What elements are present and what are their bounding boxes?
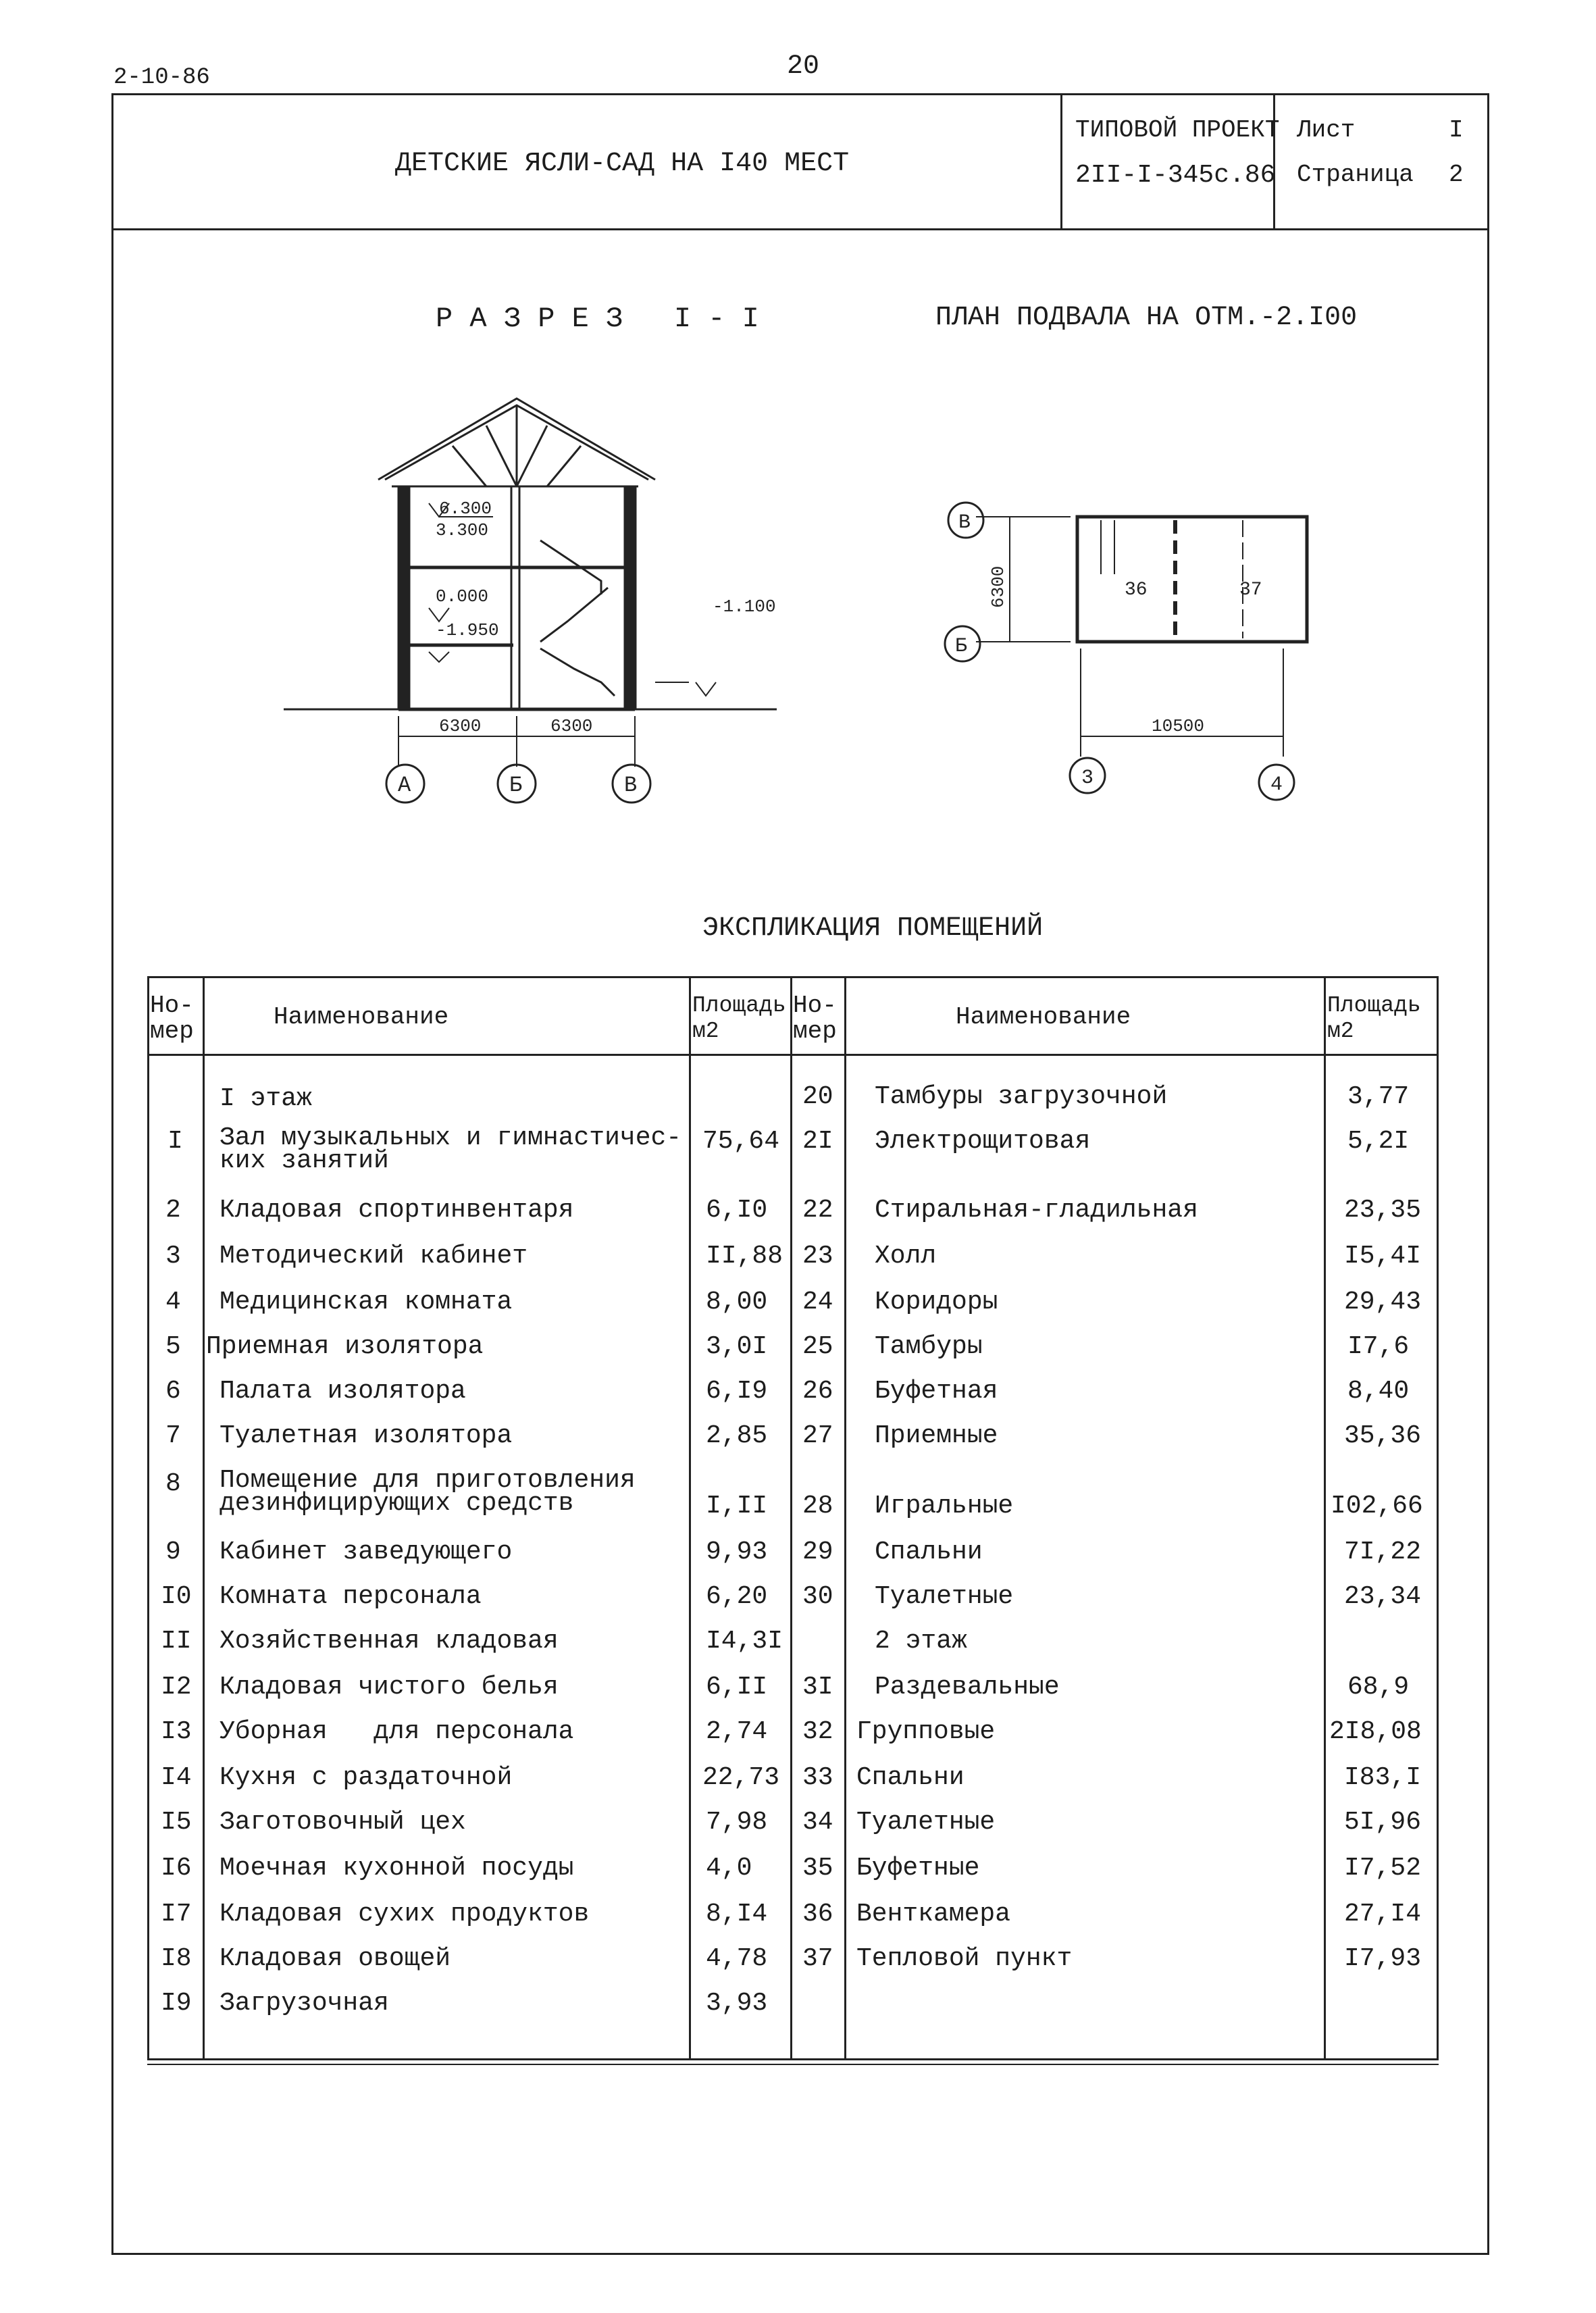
left-row-4-name: Медицинская комната <box>220 1288 513 1317</box>
left-row-18-name: Кладовая овощей <box>220 1944 451 1973</box>
header-num-right: Но- мер <box>793 992 837 1045</box>
left-row-6-num: 6 <box>165 1377 181 1406</box>
left-row-7-num: 7 <box>165 1421 181 1450</box>
right-row-15-area: 5I,96 <box>1344 1808 1422 1837</box>
right-row-13-num: 32 <box>802 1717 833 1746</box>
right-row-9-num: 29 <box>802 1537 833 1567</box>
level-3300: 3.300 <box>436 520 489 540</box>
left-row-19-name: Загрузочная <box>220 1989 389 2018</box>
left-row-15-num: I5 <box>161 1808 192 1837</box>
left-row-11-name: Хозяйственная кладовая <box>220 1627 559 1656</box>
right-row-12-area: 68,9 <box>1347 1673 1410 1702</box>
right-row-17-name: Венткамера <box>856 1900 1011 1929</box>
left-row-11-area: I4,3I <box>706 1627 783 1656</box>
left-row-1-area: 75,64 <box>702 1127 780 1156</box>
col-line-3 <box>790 976 792 2060</box>
left-row-11-num: II <box>161 1627 192 1656</box>
right-row-7-area: 35,36 <box>1344 1421 1422 1450</box>
plan-dim-6300: 6300 <box>988 565 1008 608</box>
right-row-15-name: Туалетные <box>856 1808 996 1837</box>
right-row-16-num: 35 <box>802 1854 833 1883</box>
left-row-14-name: Кухня с раздаточной <box>220 1763 513 1792</box>
right-row-0-name: Тамбуры загрузочной <box>875 1082 1168 1111</box>
right-row-13-area: 2I8,08 <box>1329 1717 1422 1746</box>
header-name-right: Наименование <box>956 1003 1131 1031</box>
sheet-label: Лист <box>1297 116 1356 144</box>
right-row-4-area: 29,43 <box>1344 1288 1422 1317</box>
left-row-10-area: 6,20 <box>706 1582 768 1611</box>
right-row-2-name: Стиральная-гладильная <box>875 1196 1198 1225</box>
right-row-14-num: 33 <box>802 1763 833 1792</box>
left-row-9-name: Кабинет заведующего <box>220 1537 513 1567</box>
left-row-6-name: Палата изолятора <box>220 1377 466 1406</box>
left-row-16-name: Моечная кухонной посуды <box>220 1854 574 1883</box>
right-row-13-name: Групповые <box>856 1717 996 1746</box>
left-row-14-num: I4 <box>161 1763 192 1792</box>
right-row-2-area: 23,35 <box>1344 1196 1422 1225</box>
project-code: 2II-I-345с.86 <box>1075 161 1276 190</box>
explication-heading: ЭКСПЛИКАЦИЯ ПОМЕЩЕНИЙ <box>702 913 1044 944</box>
corner-code: 2-10-86 <box>113 65 210 91</box>
right-row-10-name: Туалетные <box>875 1582 1014 1611</box>
col-line-4 <box>844 976 846 2060</box>
left-row-1-name: Зал музыкальных и гимнастичес- ких занятий <box>220 1123 682 1175</box>
right-row-18-num: 37 <box>802 1944 833 1973</box>
left-row-2-name: Кладовая спортинвентаря <box>220 1196 574 1225</box>
room-37-label: 37 <box>1239 580 1262 601</box>
section-drawing <box>284 385 783 804</box>
left-row-12-name: Кладовая чистого белья <box>220 1673 559 1702</box>
right-row-18-name: Тепловой пункт <box>856 1944 1073 1973</box>
plan-axis-v: В <box>958 511 971 534</box>
left-row-2-area: 6,I0 <box>706 1196 768 1225</box>
left-row-10-num: I0 <box>161 1582 192 1611</box>
left-row-9-num: 9 <box>165 1537 181 1567</box>
right-row-16-name: Буфетные <box>856 1854 980 1883</box>
left-row-7-name: Туалетная изолятора <box>220 1421 513 1450</box>
right-row-8-name: Игральные <box>875 1492 1014 1521</box>
left-row-17-area: 8,I4 <box>706 1900 768 1929</box>
level-minus-1100: -1.100 <box>713 596 776 617</box>
left-row-7-area: 2,85 <box>706 1421 768 1450</box>
right-row-8-area: I02,66 <box>1331 1492 1423 1521</box>
right-row-0-num: 20 <box>802 1082 833 1111</box>
basement-plan-drawing <box>935 473 1320 824</box>
right-row-12-num: 3I <box>802 1673 833 1702</box>
right-row-14-name: Спальни <box>856 1763 964 1792</box>
basement-plan-heading: ПЛАН ПОДВАЛА НА ОТМ.-2.I00 <box>935 303 1358 333</box>
right-row-5-num: 25 <box>802 1332 833 1361</box>
left-row-6-area: 6,I9 <box>706 1377 768 1406</box>
left-row-9-area: 9,93 <box>706 1537 768 1567</box>
right-row-3-num: 23 <box>802 1242 833 1271</box>
level-0000: 0.000 <box>436 586 489 607</box>
header-area-right: Площадь м2 <box>1327 993 1421 1044</box>
axis-b: Б <box>509 773 523 798</box>
document-title: ДЕТСКИЕ ЯСЛИ-САД НА I40 МЕСТ <box>395 149 850 179</box>
right-row-16-area: I7,52 <box>1344 1854 1422 1883</box>
left-row-8-name: Помещение для приготовления дезинфицирующих средств <box>220 1466 636 1518</box>
col-line-5 <box>1324 976 1326 2060</box>
right-row-7-num: 27 <box>802 1421 833 1450</box>
left-row-12-area: 6,II <box>706 1673 768 1702</box>
left-row-15-name: Заготовочный цех <box>220 1808 466 1837</box>
table-header-line <box>147 1054 1439 1056</box>
left-row-18-area: 4,78 <box>706 1944 768 1973</box>
left-row-17-name: Кладовая сухих продуктов <box>220 1900 590 1929</box>
left-row-3-area: II,88 <box>706 1242 783 1271</box>
right-row-2-num: 22 <box>802 1196 833 1225</box>
left-row-5-area: 3,0I <box>706 1332 768 1361</box>
header-area-left: Площадь м2 <box>692 993 786 1044</box>
left-row-8-area: I,II <box>706 1492 768 1521</box>
plan-dim-10500: 10500 <box>1152 716 1205 736</box>
sheet-value: I <box>1449 116 1464 144</box>
left-row-8-num: 8 <box>165 1469 181 1498</box>
plan-axis-3: 3 <box>1081 767 1094 790</box>
left-row-10-name: Комната персонала <box>220 1582 482 1611</box>
right-row-10-area: 23,34 <box>1344 1582 1422 1611</box>
right-row-10-num: 30 <box>802 1582 833 1611</box>
col-line-1 <box>203 976 205 2060</box>
right-row-18-area: I7,93 <box>1344 1944 1422 1973</box>
left-row-16-area: 4,0 <box>706 1854 752 1883</box>
left-row-5-name: Приемная изолятора <box>206 1332 484 1361</box>
left-row-4-area: 8,00 <box>706 1288 768 1317</box>
title-block-bottom-line <box>111 228 1489 230</box>
axis-a: А <box>398 773 411 798</box>
right-row-17-num: 36 <box>802 1900 833 1929</box>
level-minus-1950: -1.950 <box>436 620 499 640</box>
right-row-3-area: I5,4I <box>1344 1242 1422 1271</box>
page-label: Страница <box>1297 161 1414 188</box>
left-row-0-name: I этаж <box>220 1084 312 1113</box>
left-row-1-num: I <box>168 1127 183 1156</box>
right-row-4-num: 24 <box>802 1288 833 1317</box>
col-line-2 <box>689 976 691 2060</box>
right-row-5-area: I7,6 <box>1347 1332 1410 1361</box>
left-row-16-num: I6 <box>161 1854 192 1883</box>
left-row-13-name: Уборная для персонала <box>220 1717 574 1746</box>
right-row-17-area: 27,I4 <box>1344 1900 1422 1929</box>
right-row-9-name: Спальни <box>875 1537 983 1567</box>
left-row-15-area: 7,98 <box>706 1808 768 1837</box>
left-row-19-num: I9 <box>161 1989 192 2018</box>
right-row-12-name: Раздевальные <box>875 1673 1060 1702</box>
left-row-18-num: I8 <box>161 1944 192 1973</box>
plan-axis-4: 4 <box>1270 773 1283 796</box>
header-num-left: Но- мер <box>150 992 194 1045</box>
right-row-5-name: Тамбуры <box>875 1332 983 1361</box>
right-row-14-area: I83,I <box>1344 1763 1422 1792</box>
page-value: 2 <box>1449 161 1464 188</box>
left-row-12-num: I2 <box>161 1673 192 1702</box>
section-heading: Р А З Р Е З I - I <box>436 303 759 335</box>
dim-6300-right: 6300 <box>550 716 593 736</box>
left-row-2-num: 2 <box>165 1196 181 1225</box>
header-name-left: Наименование <box>274 1003 449 1031</box>
right-row-4-name: Коридоры <box>875 1288 998 1317</box>
right-row-9-area: 7I,22 <box>1344 1537 1422 1567</box>
right-row-15-num: 34 <box>802 1808 833 1837</box>
left-row-19-area: 3,93 <box>706 1989 768 2018</box>
project-label: ТИПОВОЙ ПРОЕКТ <box>1075 116 1280 144</box>
page-number: 20 <box>787 51 820 82</box>
left-row-3-num: 3 <box>165 1242 181 1271</box>
right-row-0-area: 3,77 <box>1347 1082 1410 1111</box>
left-row-13-area: 2,74 <box>706 1717 768 1746</box>
right-row-3-name: Холл <box>875 1242 937 1271</box>
right-row-8-num: 28 <box>802 1492 833 1521</box>
dim-6300-left: 6300 <box>439 716 482 736</box>
table-bottom-extra-line <box>147 2064 1439 2065</box>
left-row-3-name: Методический кабинет <box>220 1242 528 1271</box>
left-row-4-num: 4 <box>165 1288 181 1317</box>
axis-v: В <box>624 773 638 798</box>
left-row-5-num: 5 <box>165 1332 181 1361</box>
title-block-divider-1 <box>1060 93 1062 230</box>
right-row-6-name: Буфетная <box>875 1377 998 1406</box>
level-6300: 6.300 <box>439 499 492 519</box>
room-36-label: 36 <box>1125 580 1148 601</box>
right-row-11-name: 2 этаж <box>875 1627 967 1656</box>
plan-axis-b: Б <box>955 635 968 658</box>
right-row-1-area: 5,2I <box>1347 1127 1410 1156</box>
left-row-17-num: I7 <box>161 1900 192 1929</box>
right-row-6-area: 8,40 <box>1347 1377 1410 1406</box>
right-row-6-num: 26 <box>802 1377 833 1406</box>
right-row-1-num: 2I <box>802 1127 833 1156</box>
right-row-7-name: Приемные <box>875 1421 998 1450</box>
right-row-1-name: Электрощитовая <box>875 1127 1091 1156</box>
left-row-14-area: 22,73 <box>702 1763 780 1792</box>
left-row-13-num: I3 <box>161 1717 192 1746</box>
